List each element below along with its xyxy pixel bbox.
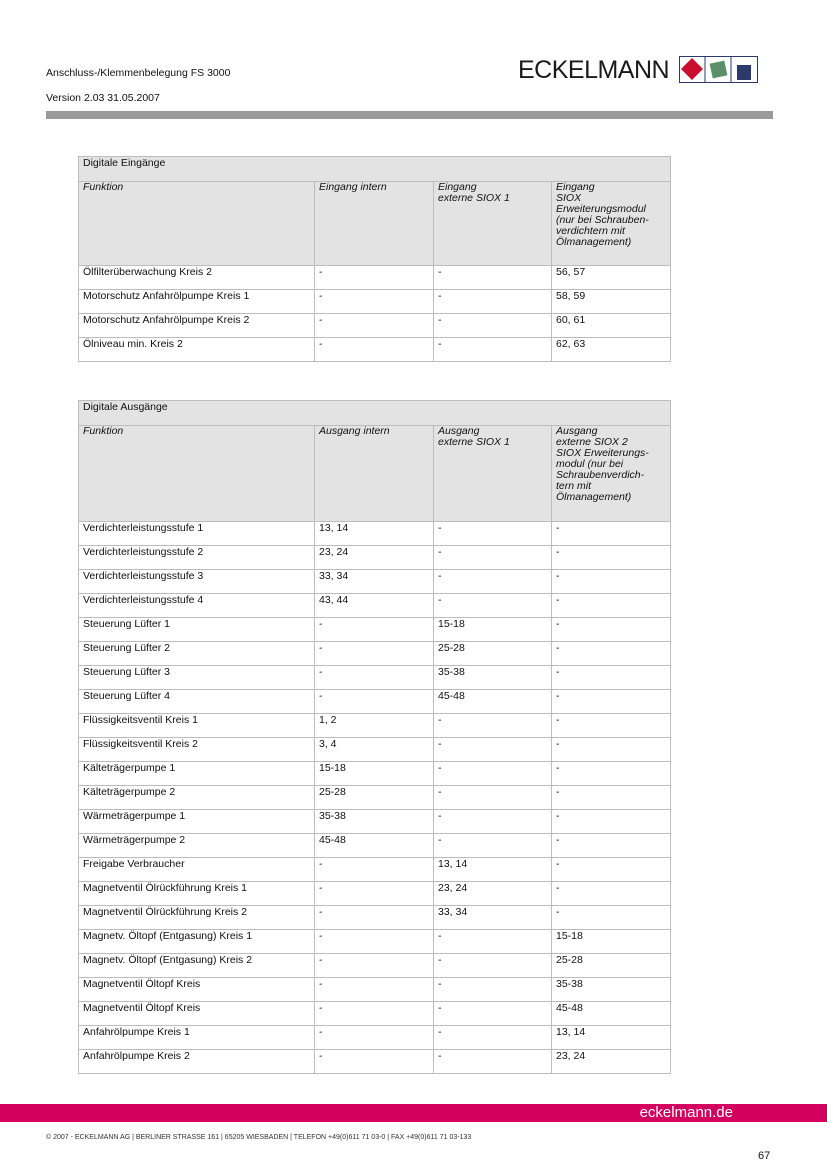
table-cell: 62, 63 [552,338,671,362]
table-cell: 25-28 [552,954,671,978]
table-cell: Ölniveau min. Kreis 2 [79,338,315,362]
table-cell: - [552,570,671,594]
table-cell: - [434,714,552,738]
table-cell: - [434,594,552,618]
table-cell: 35-38 [434,666,552,690]
table-cell: 23, 24 [434,882,552,906]
table-cell: 15-18 [315,762,434,786]
table-cell: - [434,266,552,290]
table-cell: - [315,906,434,930]
table-row [79,1050,671,1074]
digital-outputs-table [78,400,671,1074]
table-cell: - [552,618,671,642]
header-divider [46,111,773,119]
table-row [79,266,671,290]
table-row [79,786,671,810]
table-cell: - [552,762,671,786]
column-header: Funktion [79,426,315,522]
table-cell: Verdichterleistungsstufe 3 [79,570,315,594]
table-cell: Ölfilterüberwachung Kreis 2 [79,266,315,290]
table-cell: - [434,338,552,362]
column-header: Ausgang intern [315,426,434,522]
table-cell: Kälteträgerpumpe 2 [79,786,315,810]
table-cell: - [434,834,552,858]
table-cell: 25-28 [434,642,552,666]
table-row [79,978,671,1002]
table-cell: - [315,690,434,714]
table-cell: - [434,738,552,762]
table-cell: 23, 24 [552,1050,671,1074]
table-cell: - [552,882,671,906]
table-cell: Freigabe Verbraucher [79,858,315,882]
table-cell: 60, 61 [552,314,671,338]
table-cell: Steuerung Lüfter 3 [79,666,315,690]
column-header: Eingang SIOX Erweiterungsmodul (nur bei Schrauben- verdichtern mit Ölmanagement) [552,182,671,266]
table-caption: Digitale Ausgänge [79,401,671,426]
table-cell: - [434,762,552,786]
table-cell: Steuerung Lüfter 1 [79,618,315,642]
table-cell: - [315,314,434,338]
table-cell: Wärmeträgerpumpe 2 [79,834,315,858]
company-logo-text: ECKELMANN [518,56,670,84]
table-row [79,338,671,362]
table-row [79,546,671,570]
table-cell: - [315,930,434,954]
table-cell: - [552,594,671,618]
table-cell: Magnetventil Ölrückführung Kreis 2 [79,906,315,930]
table-cell: - [315,290,434,314]
table-cell: 13, 14 [552,1026,671,1050]
table-cell: 15-18 [552,930,671,954]
table-cell: Verdichterleistungsstufe 1 [79,522,315,546]
table-cell: Motorschutz Anfahrölpumpe Kreis 2 [79,314,315,338]
table-cell: Anfahrölpumpe Kreis 2 [79,1050,315,1074]
table-row [79,522,671,546]
column-header: Ausgang externe SIOX 2 SIOX Erweiterungs- modul (nur bei Schraubenverdich- tern mit Ölmanagement) [552,426,671,522]
table-cell: - [552,906,671,930]
table-cell: - [552,714,671,738]
table-row [79,570,671,594]
table-cell: - [434,522,552,546]
column-header: Ausgang externe SIOX 1 [434,426,552,522]
company-logo-icon [679,56,758,83]
table-row [79,666,671,690]
table-cell: - [552,834,671,858]
table-cell: 58, 59 [552,290,671,314]
table-cell: 45-48 [552,1002,671,1026]
table-cell: 1, 2 [315,714,434,738]
table-cell: 13, 14 [434,858,552,882]
table-cell: Verdichterleistungsstufe 4 [79,594,315,618]
digital-inputs-table [78,156,671,362]
table-cell: - [434,570,552,594]
table-cell: 25-28 [315,786,434,810]
table-cell: - [552,786,671,810]
table-cell: 35-38 [315,810,434,834]
table-cell: 45-48 [434,690,552,714]
table-cell: - [434,1002,552,1026]
table-cell: - [552,666,671,690]
table-row [79,930,671,954]
table-cell: - [552,522,671,546]
table-cell: - [315,882,434,906]
document-title: Anschluss-/Klemmenbelegung FS 3000 [46,67,231,79]
document-version: Version 2.03 31.05.2007 [46,92,160,104]
table-cell: - [552,858,671,882]
table-cell: Magnetv. Öltopf (Entgasung) Kreis 1 [79,930,315,954]
table-cell: 23, 24 [315,546,434,570]
table-cell: - [315,666,434,690]
table-row [79,690,671,714]
table-cell: - [315,1026,434,1050]
table-cell: Steuerung Lüfter 4 [79,690,315,714]
table-row [79,906,671,930]
table-cell: 15-18 [434,618,552,642]
table-cell: - [552,690,671,714]
table-cell: - [315,266,434,290]
table-cell: 56, 57 [552,266,671,290]
table-cell: - [315,858,434,882]
table-cell: - [315,338,434,362]
table-row [79,882,671,906]
table-row [79,290,671,314]
table-cell: - [552,810,671,834]
table-cell: - [434,930,552,954]
table-cell: - [434,1050,552,1074]
table-cell: Motorschutz Anfahrölpumpe Kreis 1 [79,290,315,314]
table-row [79,738,671,762]
column-header: Eingang intern [315,182,434,266]
table-cell: Kälteträgerpumpe 1 [79,762,315,786]
table-cell: - [315,1002,434,1026]
table-caption: Digitale Eingänge [79,157,671,182]
table-cell: Magnetv. Öltopf (Entgasung) Kreis 2 [79,954,315,978]
table-row [79,834,671,858]
table-row [79,1002,671,1026]
column-header: Eingang externe SIOX 1 [434,182,552,266]
table-row [79,314,671,338]
table-cell: Magnetventil Ölrückführung Kreis 1 [79,882,315,906]
table-cell: - [315,642,434,666]
table-cell: - [552,642,671,666]
table-row [79,1026,671,1050]
table-cell: Verdichterleistungsstufe 2 [79,546,315,570]
table-cell: 35-38 [552,978,671,1002]
table-cell: - [434,290,552,314]
table-cell: 33, 34 [434,906,552,930]
table-cell: 43, 44 [315,594,434,618]
table-row [79,954,671,978]
table-cell: - [434,786,552,810]
table-cell: - [315,954,434,978]
table-row [79,810,671,834]
website-link[interactable]: eckelmann.de [639,1104,733,1121]
table-cell: 3, 4 [315,738,434,762]
table-cell: - [434,1026,552,1050]
table-cell: Anfahrölpumpe Kreis 1 [79,1026,315,1050]
table-row [79,642,671,666]
table-cell: - [434,810,552,834]
table-cell: 45-48 [315,834,434,858]
page-number: 67 [758,1150,771,1162]
table-cell: - [434,978,552,1002]
table-row [79,858,671,882]
table-cell: - [434,314,552,338]
table-cell: Wärmeträgerpumpe 1 [79,810,315,834]
table-cell: 13, 14 [315,522,434,546]
table-cell: - [315,618,434,642]
table-cell: - [434,546,552,570]
table-cell: 33, 34 [315,570,434,594]
table-row [79,762,671,786]
table-cell: - [552,546,671,570]
column-header: Funktion [79,182,315,266]
table-cell: - [315,978,434,1002]
table-cell: Flüssigkeitsventil Kreis 2 [79,738,315,762]
table-cell: Flüssigkeitsventil Kreis 1 [79,714,315,738]
table-cell: Steuerung Lüfter 2 [79,642,315,666]
table-row [79,618,671,642]
table-row [79,714,671,738]
table-cell: - [434,954,552,978]
footer-address: © 2007 - ECKELMANN AG | BERLINER STRASSE 161 | 65205 WIESBADEN | TELEFON +49(0)611 71 03-0 | FAX +49(0)611 71 03-133 [46,1134,472,1141]
table-row [79,594,671,618]
table-cell: - [315,1050,434,1074]
table-cell: - [552,738,671,762]
table-cell: Magnetventil Öltopf Kreis [79,1002,315,1026]
table-cell: Magnetventil Öltopf Kreis [79,978,315,1002]
